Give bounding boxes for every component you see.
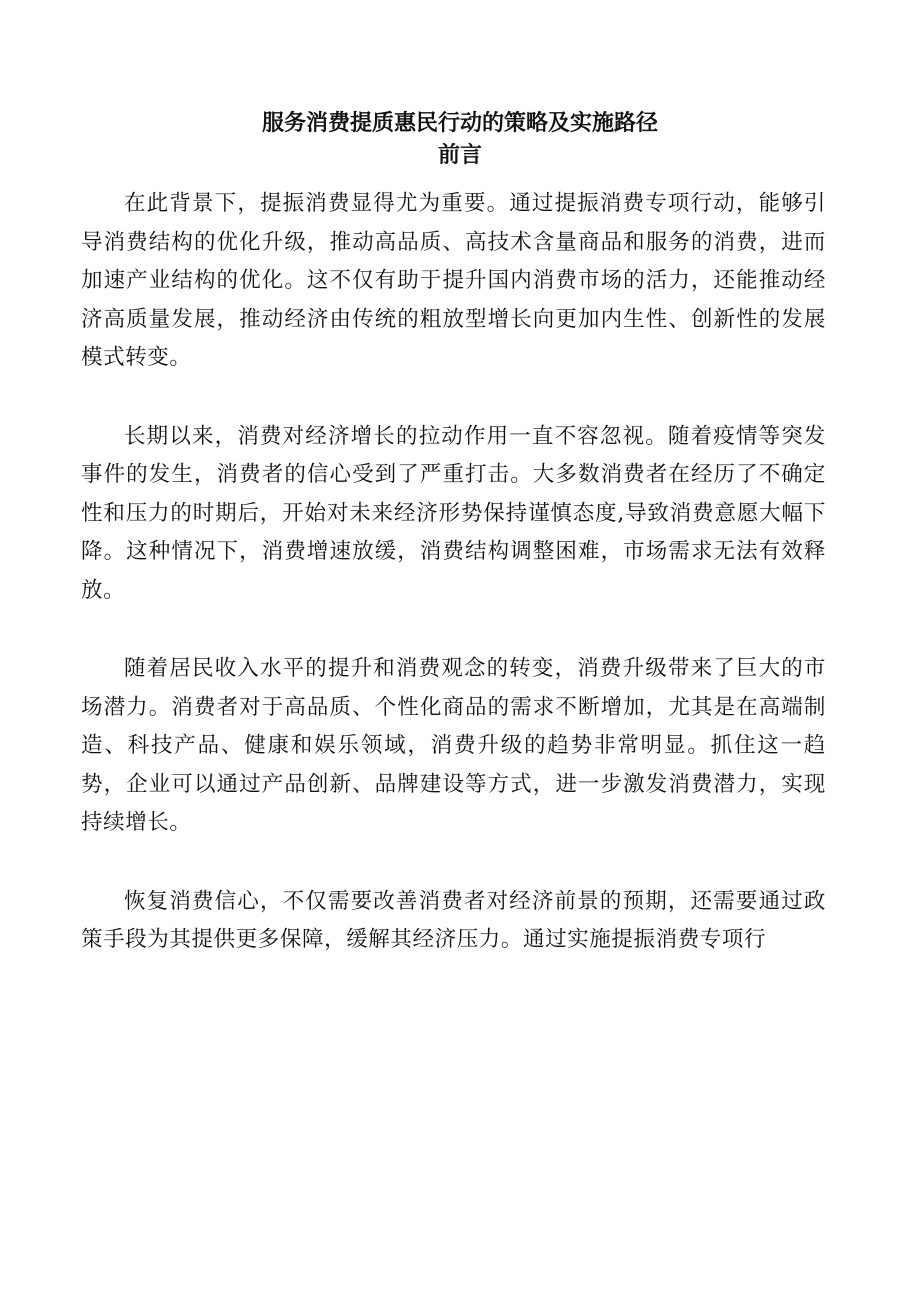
paragraph: 在此背景下，提振消费显得尤为重要。通过提振消费专项行动，能够引导消费结构的优化升级，推动高品质、高技术含量商品和服务的消费，进而加速产业结构的优化。这不仅有助于提升国内消费市场的活力，还能推动经济高质量发展，推动经济由传统的粗放型增长向更加内生性、创新性的发展模式转变。	[81, 191, 826, 370]
paragraph: 长期以来，消费对经济增长的拉动作用一直不容忽视。随着疫情等突发事件的发生，消费者的信心受到了严重打击。大多数消费者在经历了不确定性和压力的时期后，开始对未来经济形势保持谨慎态度,导致消费意愿大幅下降。这种情况下，消费增速放缓，消费结构调整困难，市场需求无法有效释放。	[81, 423, 826, 603]
paragraph: 恢复消费信心，不仅需要改善消费者对经济前景的预期，还需要通过政策手段为其提供更多保障，缓解其经济压力。通过实施提振消费专项行	[81, 888, 826, 952]
section-heading: 前言	[437, 142, 482, 168]
document-title: 服务消费提质惠民行动的策略及实施路径	[261, 110, 658, 136]
document-body	[81, 185, 826, 1000]
paragraph: 随着居民收入水平的提升和消费观念的转变，消费升级带来了巨大的市场潜力。消费者对于高品质、个性化商品的需求不断增加，尤其是在高端制造、科技产品、健康和娱乐领域，消费升级的趋势非常明显。抓住这一趋势，企业可以通过产品创新、品牌建设等方式，进一步激发消费潜力，实现持续增长。	[81, 656, 826, 835]
